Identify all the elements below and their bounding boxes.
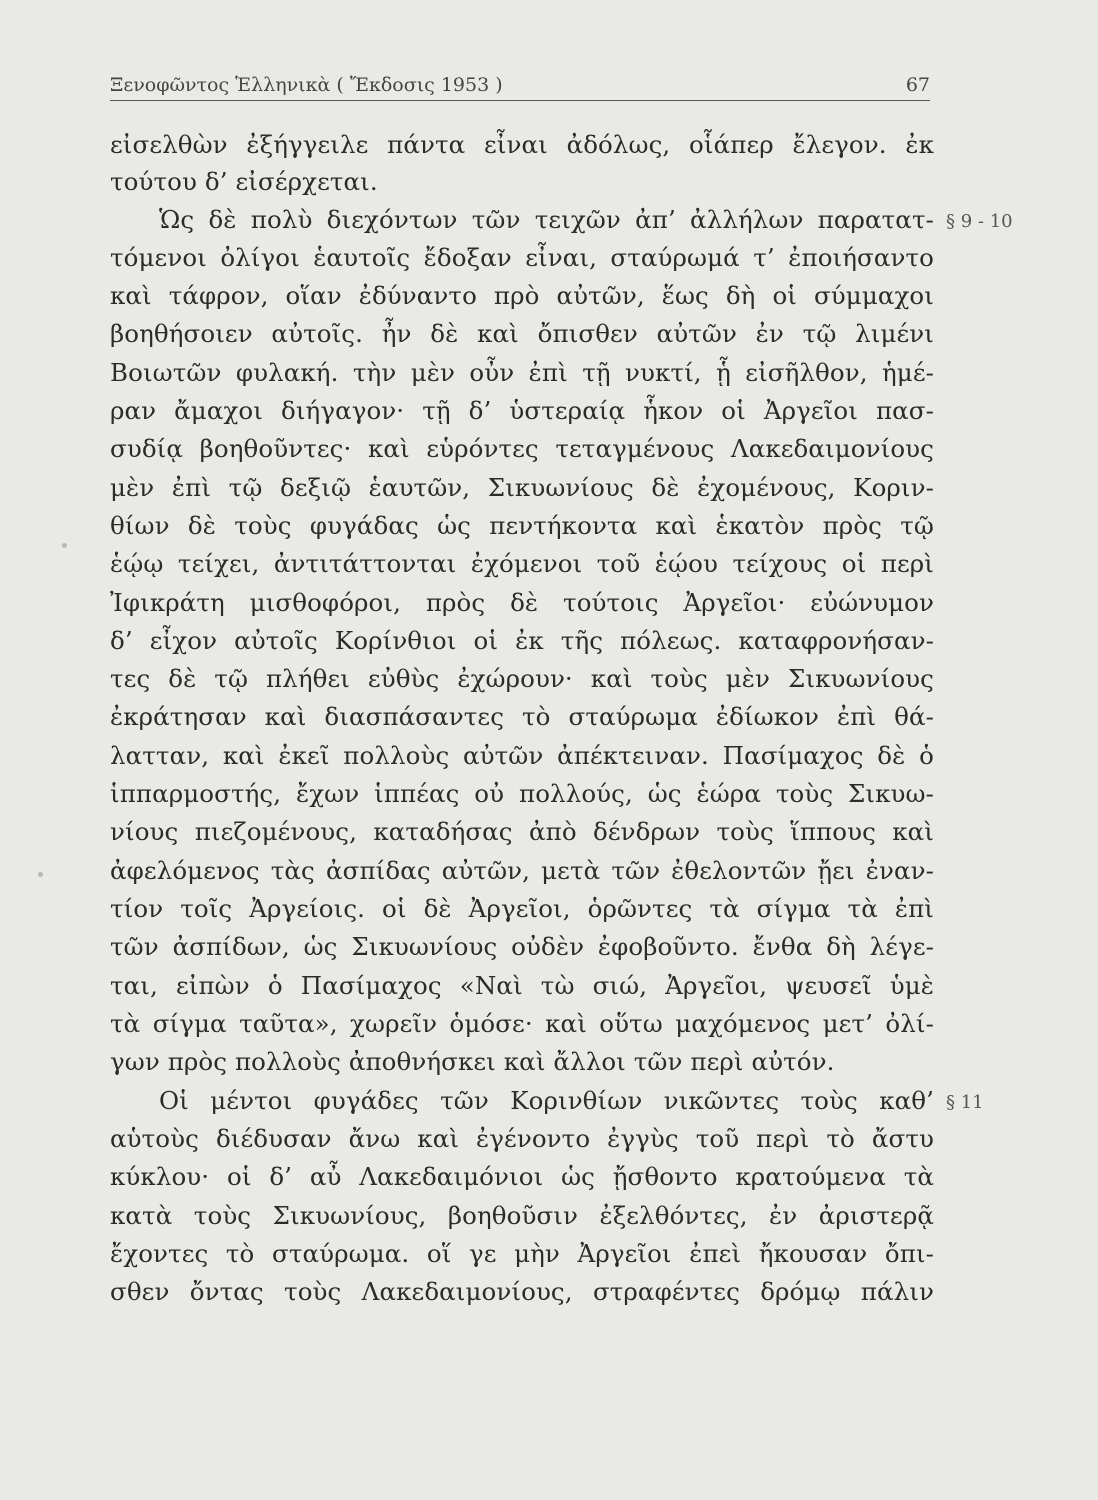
text-line: συδίᾳ βοηθοῦντες· καὶ εὑρόντες τεταγμένους Λακεδαιμονίους (110, 434, 934, 463)
text-line: μὲν ἐπὶ τῷ δεξιῷ ἑαυτῶν, Σικυωνίους δὲ ἐχομένους, Κοριν- (110, 473, 934, 502)
text-line: ἔχοντες τὸ σταύρωμα. οἵ γε μὴν Ἀργεῖοι ἐπεὶ ἤκουσαν ὄπι- (110, 1239, 934, 1268)
text-line: ἑῴῳ τείχει, ἀντιτάττονται ἐχόμενοι τοῦ ἑῴου τείχους οἱ περὶ (110, 549, 934, 578)
text-line: τὰ σίγμα ταῦτα», χωρεῖν ὁμόσε· καὶ οὕτω μαχόμενος μετ’ ὀλί- (110, 1009, 934, 1038)
text-line: κατὰ τοὺς Σικυωνίους, βοηθοῦσιν ἐξελθόντες, ἐν ἀριστερᾷ (110, 1201, 934, 1230)
text-line: Βοιωτῶν φυλακή. τὴν μὲν οὖν ἐπὶ τῇ νυκτί, ᾗ εἰσῆλθον, ἡμέ- (110, 358, 934, 387)
text-line: αὑτοὺς διέδυσαν ἄνω καὶ ἐγένοντο ἐγγὺς τοῦ περὶ τὸ ἄστυ (110, 1124, 934, 1153)
text-line: καὶ τάφρον, οἵαν ἐδύναντο πρὸ αὐτῶν, ἕως δὴ οἱ σύμμαχοι (110, 281, 934, 310)
text-line: τίον τοῖς Ἀργείοις. οἱ δὲ Ἀργεῖοι, ὁρῶντες τὰ σίγμα τὰ ἐπὶ (110, 894, 934, 923)
margin-section-ref: § 11 (946, 1092, 984, 1113)
text-line: ἀφελόμενος τὰς ἀσπίδας αὐτῶν, μετὰ τῶν ἐθελοντῶν ᾔει ἐναν- (110, 856, 934, 885)
text-line: Ὡς δὲ πολὺ διεχόντων τῶν τειχῶν ἀπ’ ἀλλήλων παρατατ- (159, 205, 934, 234)
text-line: λατταν, καὶ ἐκεῖ πολλοὺς αὐτῶν ἀπέκτειναν. Πασίμαχος δὲ ὁ (110, 741, 934, 770)
text-line: σθεν ὄντας τοὺς Λακεδαιμονίους, στραφέντες δρόμῳ πάλιν (110, 1277, 934, 1306)
text-line: θίων δὲ τοὺς φυγάδας ὡς πεντήκοντα καὶ ἑκατὸν πρὸς τῷ (110, 511, 934, 540)
text-line: εἰσελθὼν ἐξήγγειλε πάντα εἶναι ἀδόλως, οἷάπερ ἔλεγον. ἐκ (110, 130, 934, 159)
running-title: Ξενοφῶντος Ἑλληνικὰ ( Ἔκδοσις 1953 ) (110, 74, 503, 96)
text-line: τούτου δ’ εἰσέρχεται. (110, 167, 378, 196)
text-line: ἱππαρμοστής, ἔχων ἱππέας οὐ πολλούς, ὡς ἑώρα τοὺς Σικυω- (110, 779, 934, 808)
text-line: βοηθήσοιεν αὐτοῖς. ἦν δὲ καὶ ὄπισθεν αὐτῶν ἐν τῷ λιμένι (110, 319, 934, 348)
paper-speck (38, 872, 43, 877)
text-line: τες δὲ τῷ πλήθει εὐθὺς ἐχώρουν· καὶ τοὺς μὲν Σικυωνίους (110, 664, 934, 693)
margin-section-ref: § 9 - 10 (946, 211, 1013, 232)
text-line: ἐκράτησαν καὶ διασπάσαντες τὸ σταύρωμα ἐδίωκον ἐπὶ θά- (110, 702, 934, 731)
text-line: νίους πιεζομένους, καταδήσας ἀπὸ δένδρων τοὺς ἵππους καὶ (110, 817, 934, 846)
page-number: 67 (905, 74, 930, 96)
text-line: γων πρὸς πολλοὺς ἀποθνήσκει καὶ ἄλλοι τῶν περὶ αὐτόν. (110, 1047, 835, 1076)
text-line: ται, εἰπὼν ὁ Πασίμαχος «Ναὶ τὼ σιώ, Ἀργεῖοι, ψευσεῖ ὑμὲ (110, 971, 934, 1000)
text-line: ραν ἄμαχοι διήγαγον· τῇ δ’ ὑστεραίᾳ ἧκον οἱ Ἀργεῖοι πασ- (110, 396, 934, 425)
text-line: Οἱ μέντοι φυγάδες τῶν Κορινθίων νικῶντες τοὺς καθ’ (159, 1086, 934, 1115)
header-rule (110, 100, 930, 101)
text-line: τῶν ἀσπίδων, ὡς Σικυωνίους οὐδὲν ἐφοβοῦντο. ἔνθα δὴ λέγε- (110, 932, 934, 961)
text-line: τόμενοι ὀλίγοι ἑαυτοῖς ἔδοξαν εἶναι, σταύρωμά τ’ ἐποιήσαντο (110, 243, 934, 272)
paper-speck (62, 543, 67, 548)
text-line: Ἰφικράτη μισθοφόροι, πρὸς δὲ τούτοις Ἀργεῖοι· εὐώνυμον (110, 588, 934, 617)
text-line: δ’ εἶχον αὐτοῖς Κορίνθιοι οἱ ἐκ τῆς πόλεως. καταφρονήσαν- (110, 626, 934, 655)
text-line: κύκλου· οἱ δ’ αὖ Λακεδαιμόνιοι ὡς ᾔσθοντο κρατούμενα τὰ (110, 1162, 934, 1191)
